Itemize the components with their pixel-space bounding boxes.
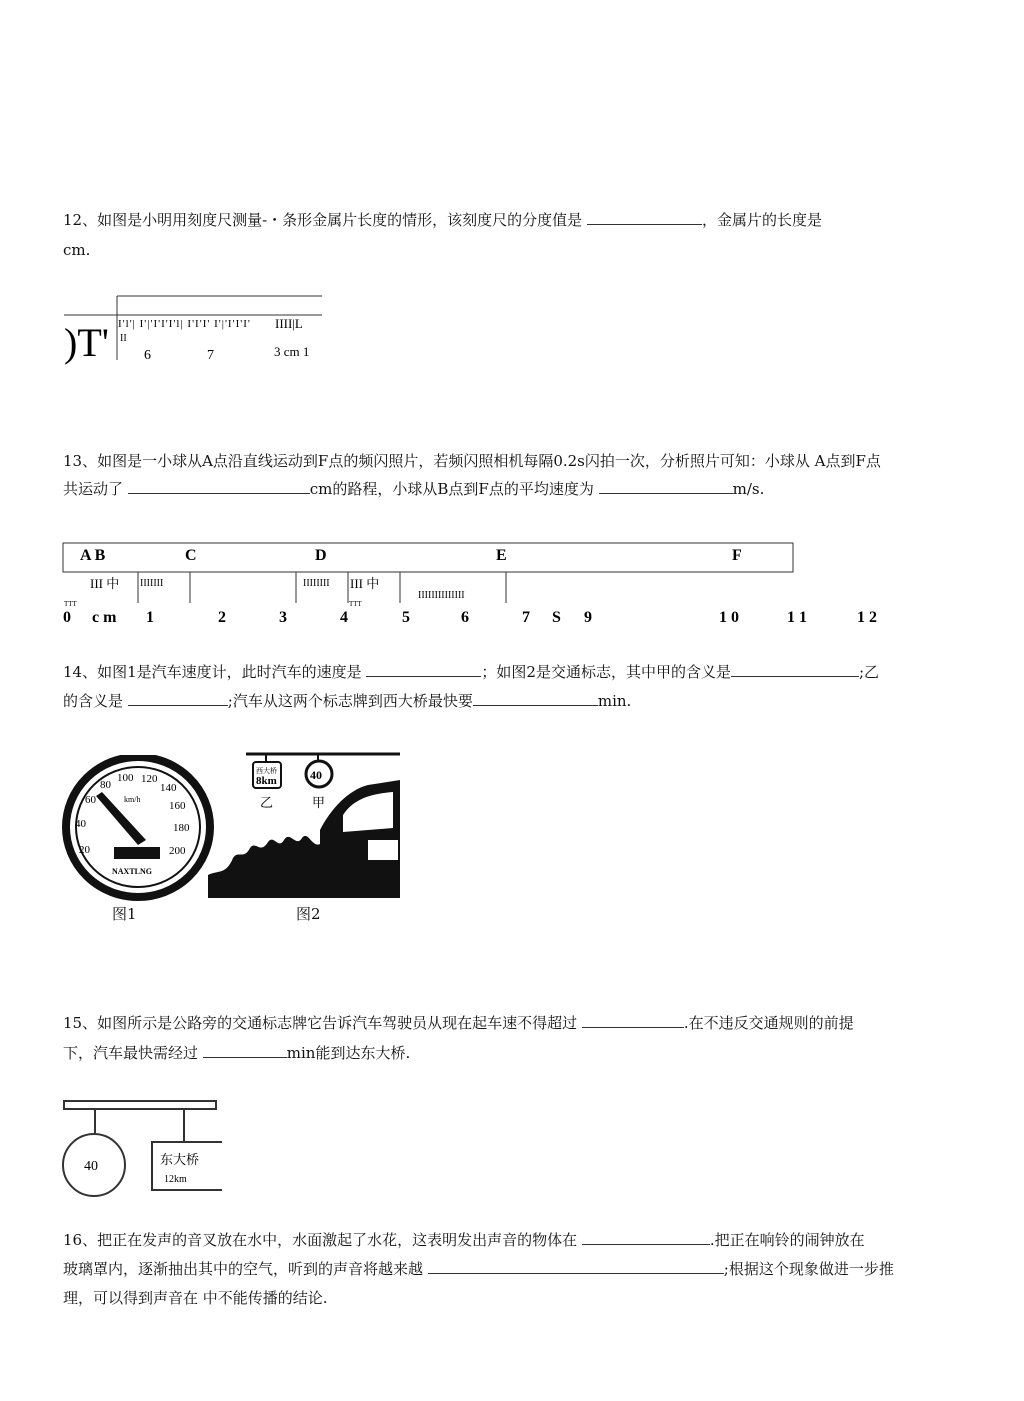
q12-mark: )T' [64,320,109,365]
q12-ticks: I'l'| I'|'I'I'I'l| I'I'I' I'|'I'I'I' [118,318,251,330]
speed-tick: 160 [169,800,186,812]
scale-label: 1 2 [857,609,877,626]
point-ab: A B [80,547,106,564]
scale-label: 0 [63,609,71,626]
point-f: F [732,547,742,564]
scale-label: S [552,609,561,626]
scale-label: c m [92,609,117,626]
q15-line1: 15、如图所示是公路旁的交通标志牌它告诉汽车驾驶员从现在起车速不得超过 .在不违反交通规则的前提 [63,1009,854,1037]
strobe-photo-frame [63,543,793,572]
scale-label: 1 0 [719,609,739,626]
marks-5: IIIIIIIIIIIIII [418,590,465,601]
speedo-brand: NAXTLNG [112,867,153,876]
speed-tick: 40 [75,818,86,830]
q16-blank-sound[interactable] [428,1257,724,1274]
q15-line2: 下，汽车最快需经过 min能到达东大桥. [63,1039,410,1067]
q14-blank-yi[interactable] [128,689,228,706]
q14-blank-jia[interactable] [731,660,859,677]
q12-blank-division[interactable] [587,208,702,225]
tt-2: TTT [349,600,362,608]
q14-line1: 14、如图1是汽车速度计，此时汽车的速度是 ；如图2是交通标志，其中甲的含义是 ;乙 [63,658,879,686]
fig2-caption: 图2 [296,905,321,923]
q12-unit: 3 cm 1 [274,344,310,359]
q16-line1: 16、把正在发声的音叉放在水中，水面激起了水花，这表明发出声音的物体在 .把正在响铃的闹钟放在 [63,1226,865,1254]
tt-1: TTT [64,600,77,608]
q14-line2: 的含义是 ;汽车从这两个标志牌到西大桥最快要 min. [63,687,631,715]
sign-beam [64,1101,216,1109]
q15-place: 东大桥 [160,1152,200,1167]
scale-label: 3 [279,609,287,626]
q13-blank-speed[interactable] [599,477,733,494]
q13-line1: 13、如图是一小球从A点沿直线运动到F点的频闪照片，若频闪照相机每隔0.2s闪拍一次，分析照片可知：小球从 A点到F点 [63,452,881,470]
q16-line3: 理，可以得到声音在 中不能传播的结论. [63,1289,328,1307]
traffic-sign-scene [208,750,403,900]
label-yi: 乙 [260,795,274,810]
speedometer-figure [62,755,214,905]
speed-tick: 140 [160,782,177,794]
scale-label: 1 [146,609,154,626]
speed-tick: 180 [173,822,190,834]
speedo-unit: km/h [124,795,141,804]
q15-sign-figure [60,1098,222,1200]
speed-tick: 80 [100,779,111,791]
point-e: E [496,547,507,564]
label-jia: 甲 [312,795,326,810]
q15-blank-speed[interactable] [582,1011,684,1028]
odometer [114,847,160,859]
scale-label: 6 [461,609,469,626]
speed-tick: 20 [79,844,90,856]
speed-tick: 120 [141,773,158,785]
scale-label: 4 [340,609,348,626]
q13-strobe-figure [60,540,900,630]
q13-line2: 共运动了 cm的路程，小球从B点到F点的平均速度为 m/s. [63,475,764,503]
q12-tick-7: 7 [207,348,214,363]
q15-blank-time[interactable] [203,1041,287,1058]
q12-line2: cm. [63,241,91,259]
q12-right-marks: IIII|L [275,316,303,331]
scale-label: 9 [584,609,592,626]
q12-line1: 12、如图是小明用刻度尺测量-・条形金属片长度的情形，该刻度尺的分度值是 ，金属片的长度是 [63,206,822,234]
scale-label: 2 [218,609,226,626]
car-headlight [368,840,398,860]
q12-small-marks: II [120,333,127,344]
trees [208,836,320,898]
q16-blank-vibrating[interactable] [582,1228,710,1245]
scale-label: 5 [402,609,410,626]
q12-tick-6: 6 [144,348,151,363]
point-d: D [315,547,327,564]
q15-distance: 12km [164,1174,187,1185]
q13-blank-distance[interactable] [128,477,310,494]
scale-label: 7 [522,609,530,626]
distance-sign-top: 西大桥 [256,767,277,775]
marks-4: III 中 [350,576,380,591]
q14-blank-speed[interactable] [366,660,481,677]
q15-limit: 40 [84,1159,98,1174]
speed-tick: 100 [117,772,134,784]
speed-tick: 60 [85,794,96,806]
marks-1: III 中 [90,576,120,591]
distance-sign-bottom: 8km [256,775,277,787]
speed-limit-value: 40 [310,768,322,782]
point-c: C [185,547,197,564]
marks-3: IIIIIIII [303,578,330,589]
marks-2: IIIIIII [140,578,164,589]
q16-line2: 玻璃罩内，逐渐抽出其中的空气，听到的声音将越来越 ;根据这个现象做进一步推 [63,1255,894,1283]
q14-blank-time[interactable] [473,689,598,706]
scale-label: 1 1 [787,609,807,626]
fig1-caption: 图1 [112,905,137,923]
q13-scale [63,609,877,626]
q12-ruler-figure [60,290,330,370]
speed-tick: 200 [169,845,186,857]
